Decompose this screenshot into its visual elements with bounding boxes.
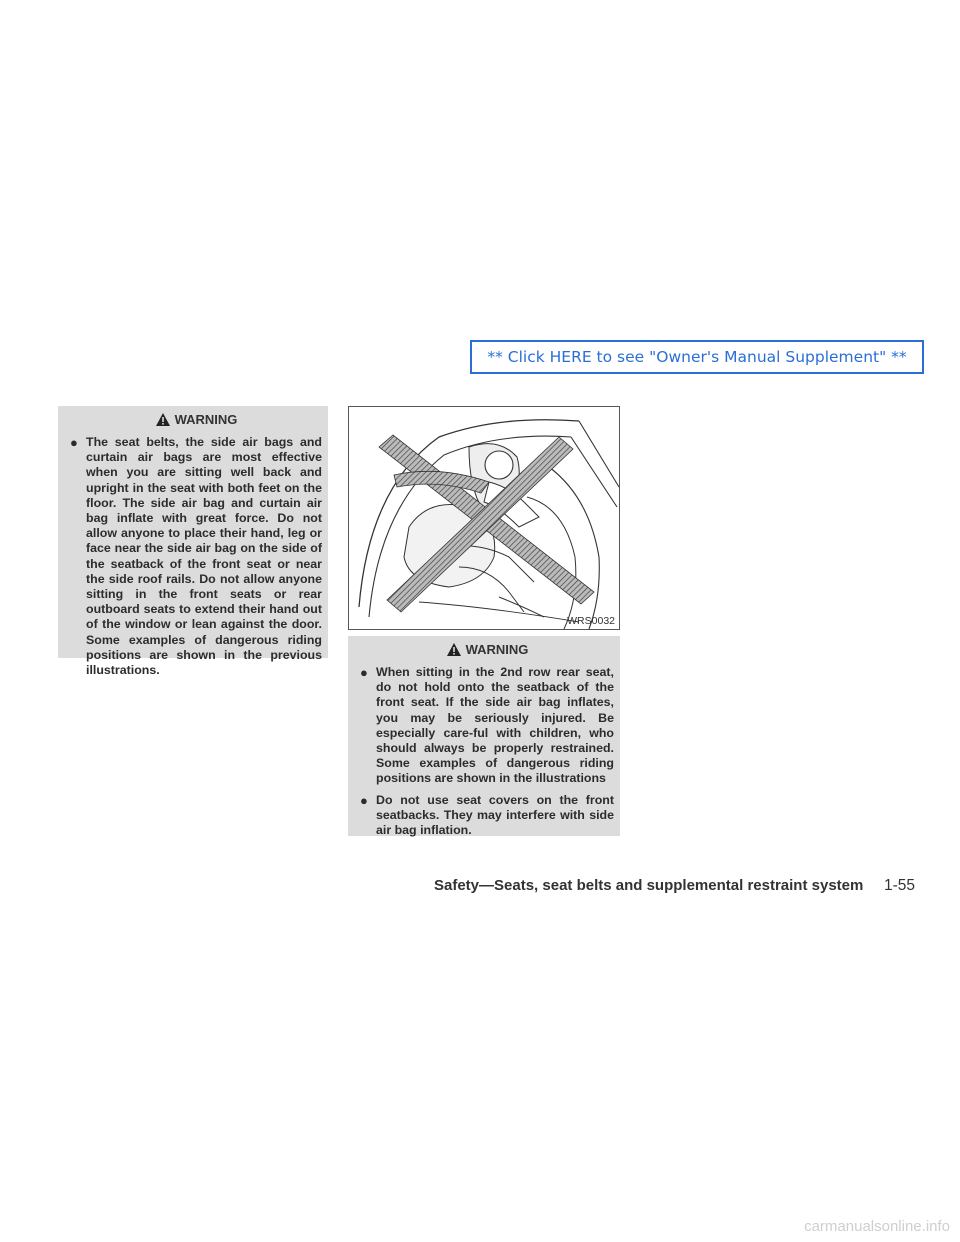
bullet-icon: ●: [360, 792, 368, 808]
bullet-text: When sitting in the 2nd row rear seat, do not hold onto the seatback of the front seat. If the side air bag inflates, you may be seriously injured. Be especially care-ful with children, who should always be properly restrained. Some examples of dangerous riding positions are shown in the illustrations: [376, 665, 614, 786]
left-warning-heading: [70, 406, 322, 435]
bullet-icon: ●: [360, 665, 368, 680]
bullet-text: The seat belts, the side air bags and curtain air bags are most effective when you are sitting well back and upright in the seat with both feet on the floor. The side air bag and curtain air bag inflate with great force. Do not allow anyone to place their hand, leg or face near the side air bag on the side of the seatback of the front seat or near the side roof rails. Do not allow anyone sitting in the front seats or rear outboard seats to extend their hand out of the window or lean against the door. Some examples of dangerous riding positions are shown in the previous illustrations.: [86, 435, 322, 678]
warning-heading-text: WARNING: [174, 412, 238, 427]
bullet-text: Do not use seat covers on the front seatbacks. They may interfere with side air bag inflation.: [376, 792, 614, 838]
list-item: [70, 435, 322, 678]
warning-triangle-icon: [155, 412, 171, 427]
right-warning-list: [360, 665, 614, 838]
bullet-icon: ●: [70, 435, 78, 450]
dangerous-position-illustration: [348, 406, 620, 630]
right-warning-heading: [360, 636, 614, 665]
side-air-bag-illustration: [349, 407, 620, 630]
right-warning-box: [348, 636, 620, 836]
left-warning-box: [58, 406, 328, 678]
page-number: 1-55: [884, 877, 916, 894]
watermark-text: carmanualsonline.info: [804, 1218, 950, 1235]
section-title: Safety—Seats, seat belts and supplemental restraint system: [434, 877, 864, 894]
list-item: [360, 665, 614, 787]
warning-triangle-icon: [446, 642, 462, 657]
left-warning-list: [70, 435, 322, 678]
figure-code: WRS0032: [567, 615, 615, 627]
owners-manual-supplement-link[interactable]: ** Click HERE to see "Owner's Manual Supplement" **: [470, 340, 924, 374]
warning-heading-text: WARNING: [465, 642, 529, 657]
list-item: [360, 793, 614, 839]
